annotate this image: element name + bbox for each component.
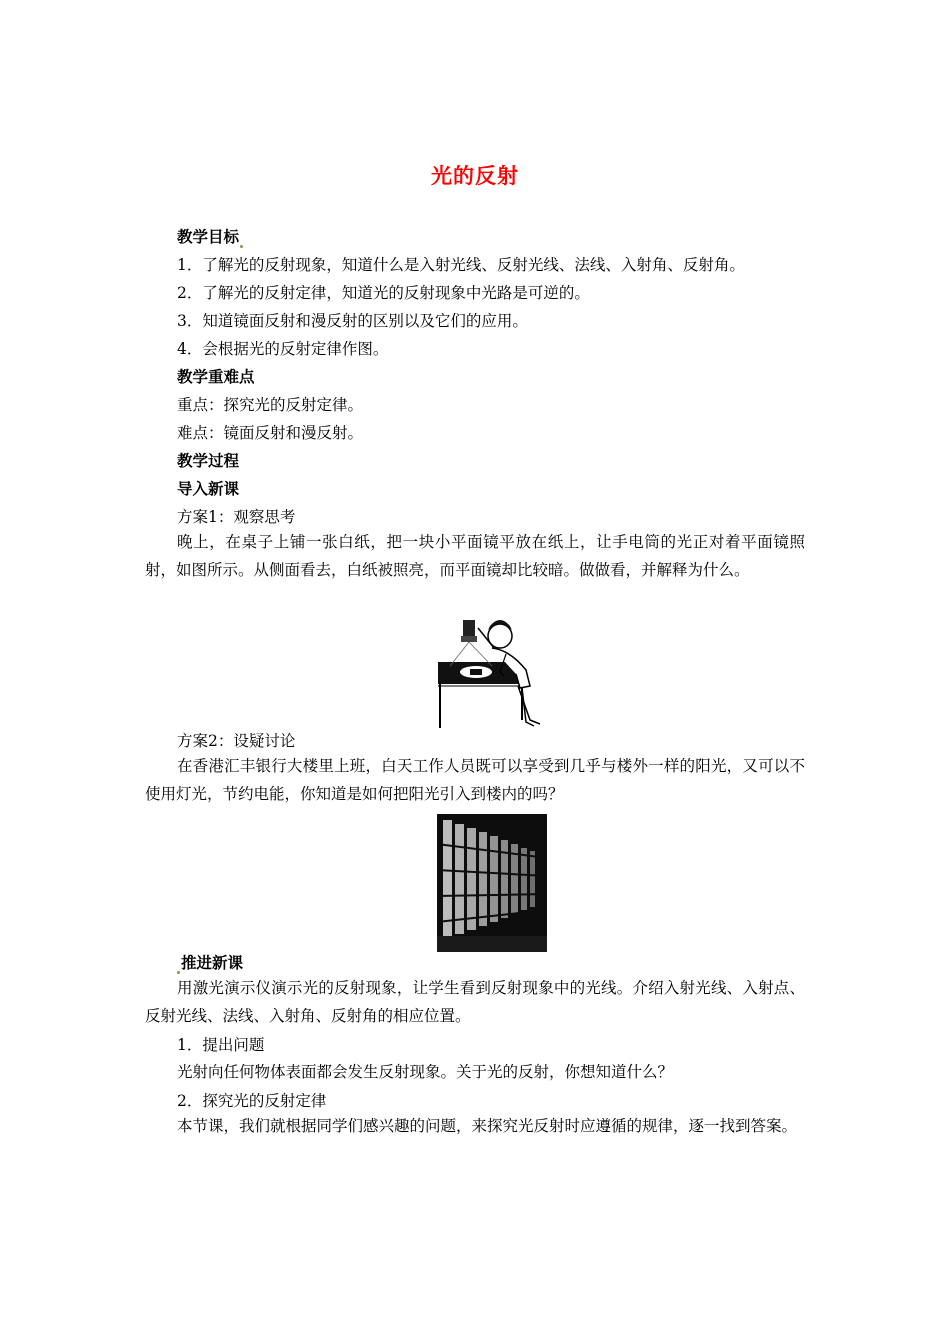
flashlight-mirror-illustration (430, 610, 554, 730)
goal-item-4: 4．会根据光的反射定律作图。 (177, 340, 389, 358)
step2-label: 2．探究光的反射定律 (177, 1092, 327, 1110)
key-point-difficulty: 难点：镜面反射和漫反射。 (177, 424, 364, 442)
document-title: 光的反射 (431, 164, 519, 188)
goals-heading: 教学目标 (177, 226, 243, 248)
step2-paragraph: 本节课，我们就根据同学们感兴趣的问题，来探究光反射时应遵循的规律，逐一找到答案。 (177, 1117, 798, 1135)
new-lesson-heading: 推进新课 (177, 952, 243, 974)
plan1-label: 方案1：观察思考 (177, 508, 296, 526)
goal-item-3: 3．知道镜面反射和漫反射的区别以及它们的应用。 (177, 312, 528, 330)
plan2-paragraph: 在香港汇丰银行大楼里上班，白天工作人员既可以享受到几乎与楼外一样的阳光，又可以不使用灯光，节约电能，你知道是如何把阳光引入到楼内的吗？ (145, 757, 805, 803)
step1-label: 1．提出问题 (177, 1036, 265, 1054)
process-heading: 教学过程 (177, 452, 240, 470)
new-lesson-intro: 用激光演示仪演示光的反射现象，让学生看到反射现象中的光线。介绍入射光线、入射点、反射光线、法线、入射角、反射角的相应位置。 (145, 979, 805, 1025)
key-point-focus: 重点：探究光的反射定律。 (177, 396, 364, 414)
step1-paragraph: 光射向任何物体表面都会发生反射现象。关于光的反射，你想知道什么？ (177, 1063, 674, 1081)
intro-heading: 导入新课 (177, 480, 240, 498)
goal-item-1: 1．了解光的反射现象，知道什么是入射光线、反射光线、法线、入射角、反射角。 (177, 256, 745, 274)
marker-dot (240, 245, 243, 248)
key-points-heading: 教学重难点 (177, 368, 255, 386)
plan1-paragraph: 晚上，在桌子上铺一张白纸，把一块小平面镜平放在纸上，让手电筒的光正对着平面镜照射，如图所示。从侧面看去，白纸被照亮，而平面镜却比较暗。做做看，并解释为什么。 (145, 533, 805, 579)
building-interior-photo (437, 814, 547, 952)
plan2-label: 方案2：设疑讨论 (177, 732, 296, 750)
goal-item-2: 2．了解光的反射定律，知道光的反射现象中光路是可逆的。 (177, 284, 590, 302)
